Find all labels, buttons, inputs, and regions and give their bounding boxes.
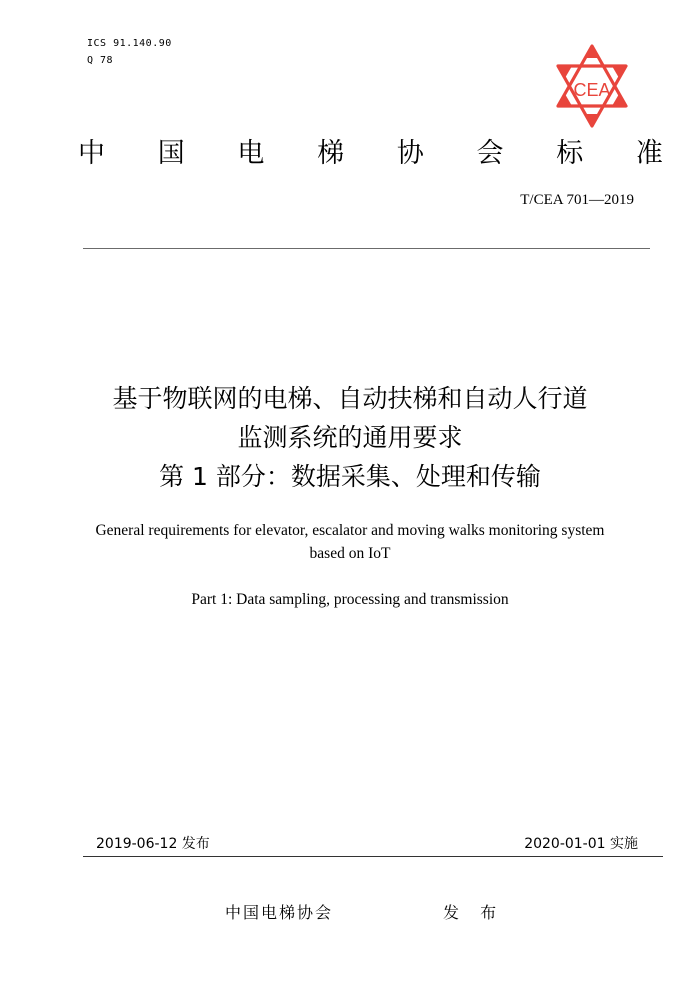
publisher-name: 中国电梯协会 bbox=[225, 903, 334, 922]
cea-logo-text: CEA bbox=[573, 80, 611, 100]
assoc-char: 协 bbox=[396, 138, 424, 169]
assoc-char: 会 bbox=[476, 138, 504, 169]
assoc-char: 电 bbox=[237, 138, 265, 169]
assoc-char: 标 bbox=[556, 138, 584, 169]
issue-date: 2019-06-12 发布 bbox=[96, 836, 210, 852]
ccs-code: Q 78 bbox=[87, 55, 114, 66]
assoc-char: 准 bbox=[635, 138, 663, 169]
title-cn-line1: 基于物联网的电梯、自动扶梯和自动人行道 bbox=[112, 384, 588, 413]
implementation-date: 2020-01-01 实施 bbox=[524, 836, 638, 852]
publish-label: 发 布 bbox=[443, 903, 505, 922]
cea-logo bbox=[552, 42, 632, 130]
title-en-line1: General requirements for elevator, escalator and moving walks monitoring system bbox=[95, 522, 605, 539]
assoc-char: 中 bbox=[78, 138, 105, 169]
assoc-char: 梯 bbox=[317, 138, 345, 169]
title-en-part: Part 1: Data sampling, processing and transmission bbox=[191, 591, 509, 608]
top-divider bbox=[83, 248, 650, 249]
bottom-divider bbox=[83, 856, 663, 857]
standard-number: T/CEA 701—2019 bbox=[520, 192, 634, 208]
association-standard-title bbox=[78, 136, 663, 172]
ics-code: ICS 91.140.90 bbox=[87, 38, 172, 49]
title-en-line2: based on IoT bbox=[309, 545, 391, 562]
cea-logo-emblem bbox=[552, 42, 632, 130]
title-cn-part: 第 1 部分：数据采集、处理和传输 bbox=[159, 462, 541, 491]
title-cn-line2: 监测系统的通用要求 bbox=[237, 423, 463, 452]
assoc-char: 国 bbox=[157, 138, 185, 169]
